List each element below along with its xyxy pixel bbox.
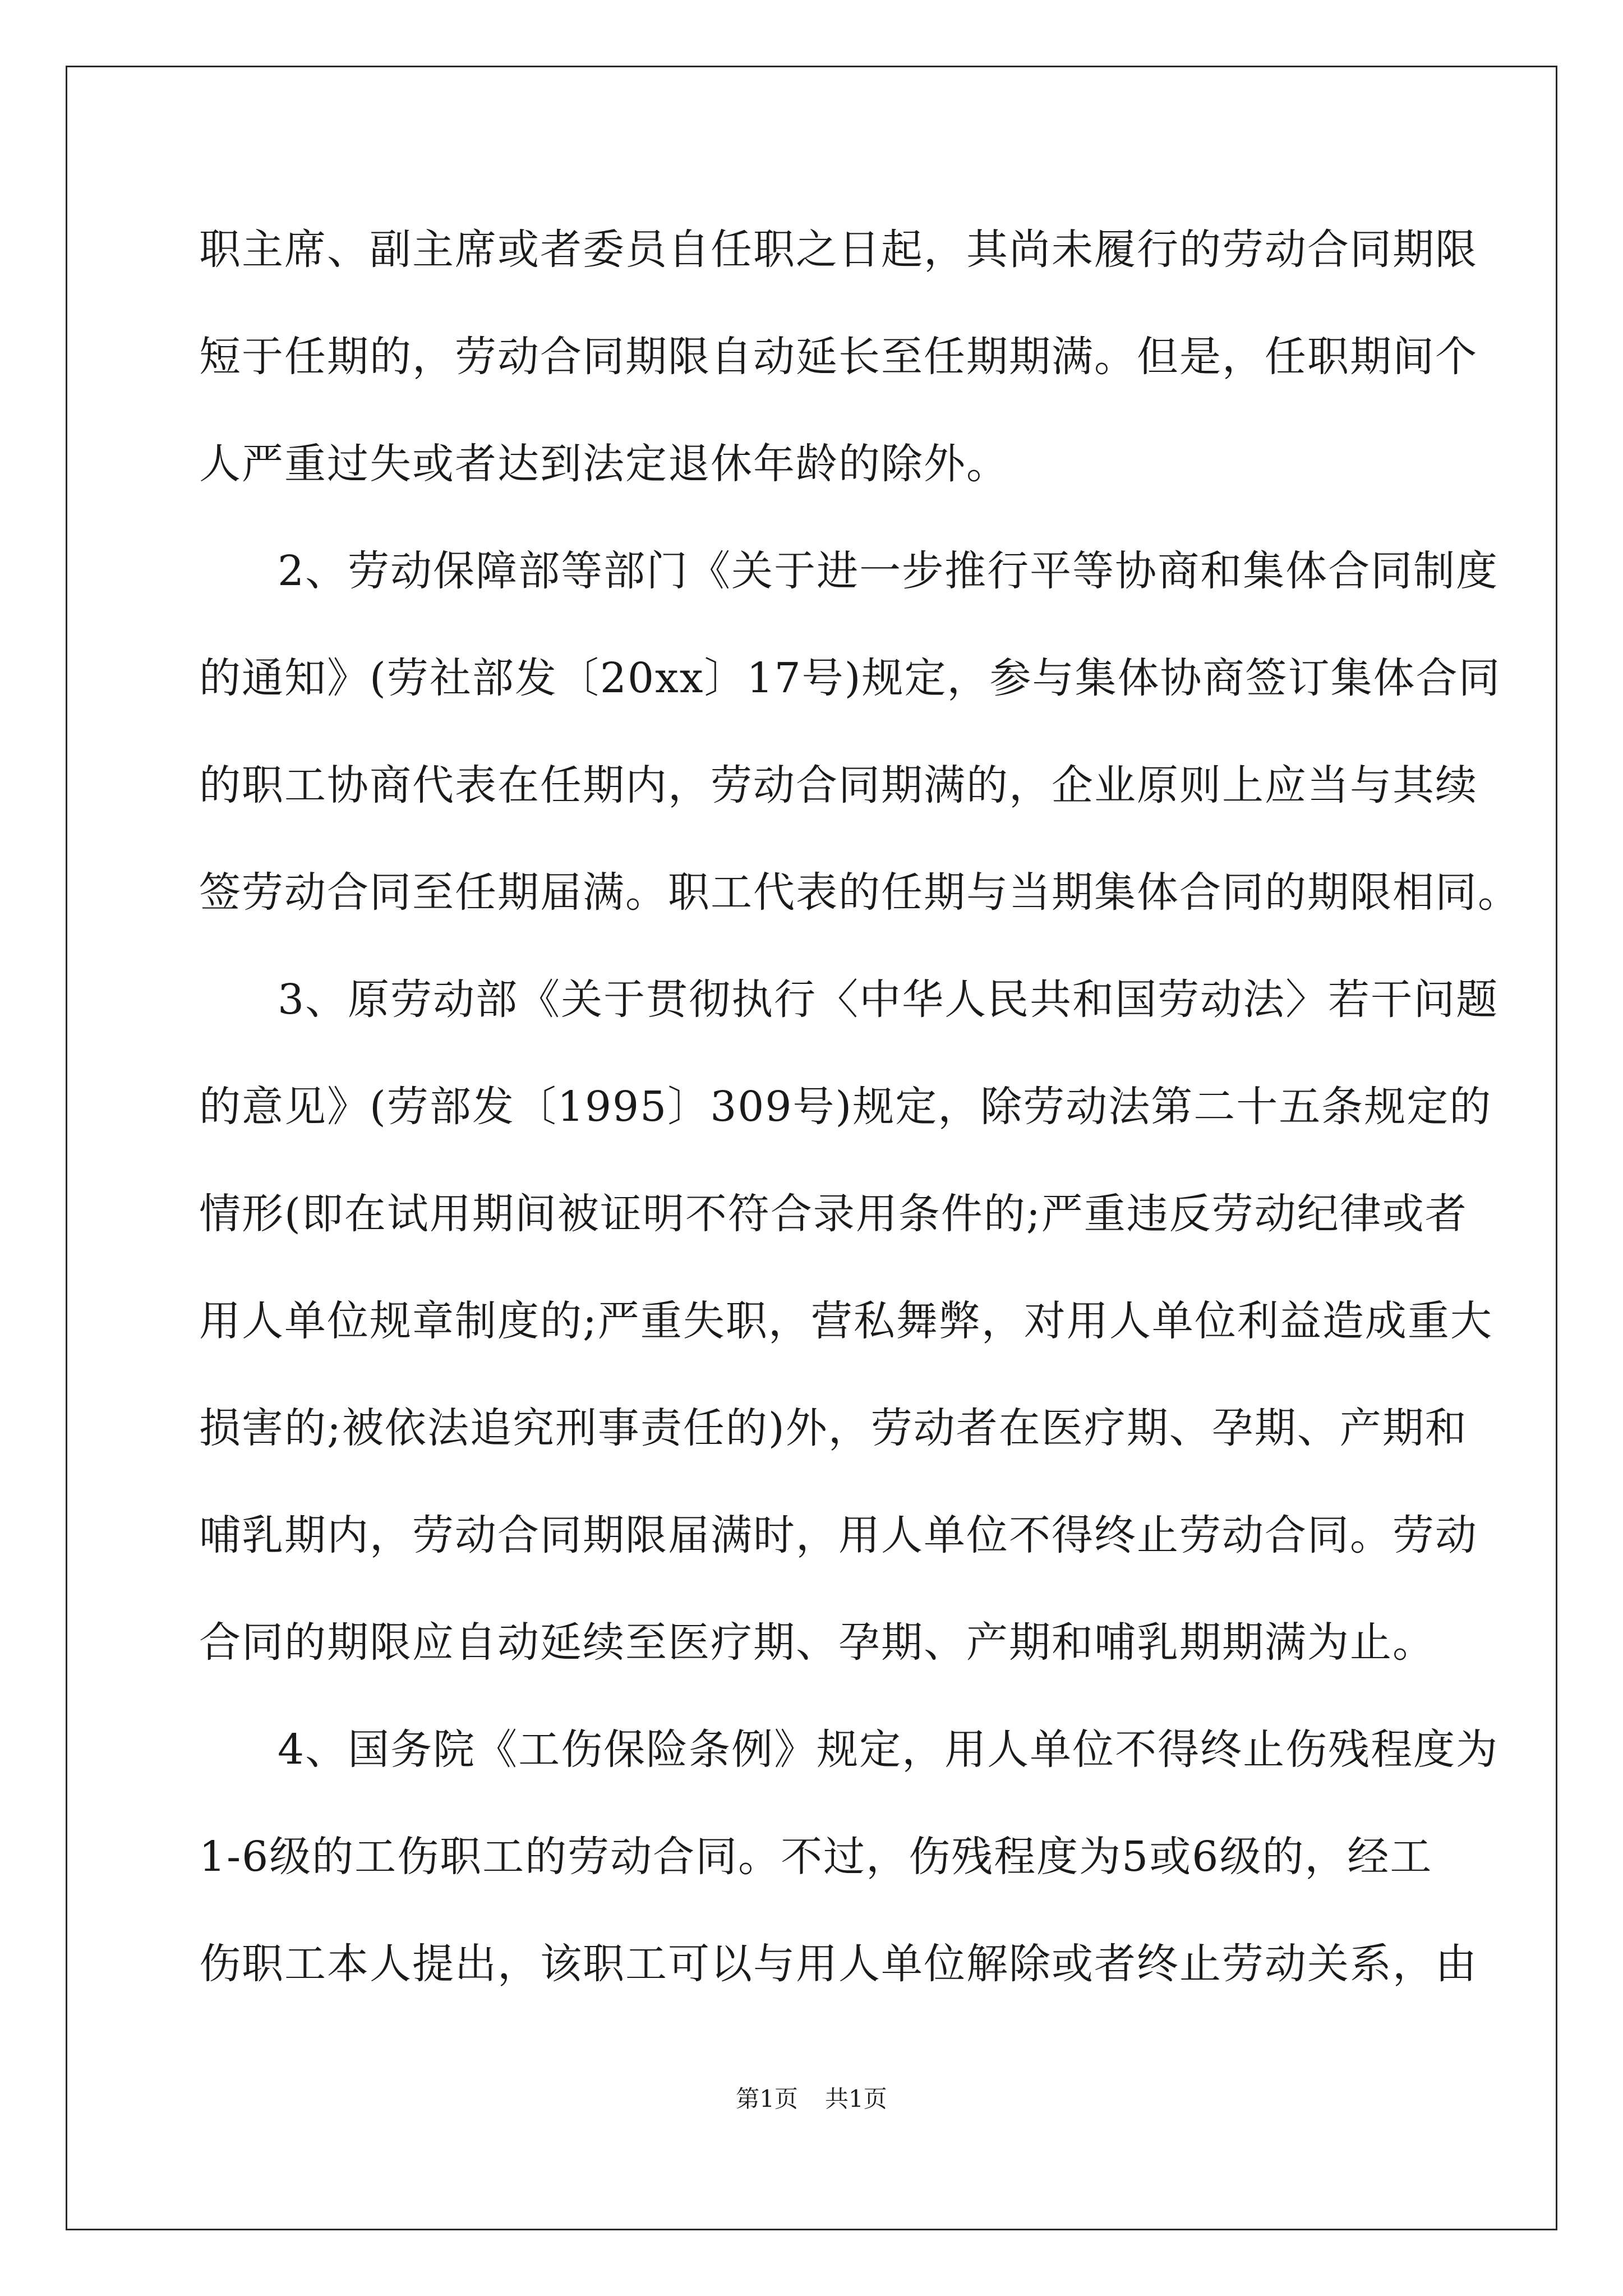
document-body (199, 216, 1520, 2037)
text-line: 情形(即在试用期间被证明不符合录用条件的;严重违反劳动纪律或者 (199, 1190, 1468, 1238)
text-line: 签劳动合同至任期届满。职工代表的任期与当期集体合同的期限相同。 (199, 868, 1520, 917)
text-line: 的通知》(劳社部发〔20xx〕17号)规定，参与集体协商签订集体合同 (199, 654, 1501, 702)
text-line: 用人单位规章制度的;严重失职，营私舞弊，对用人单位利益造成重大 (199, 1297, 1493, 1345)
text-line: 伤职工本人提出，该职工可以与用人单位解除或者终止劳动关系，由 (199, 1940, 1478, 1988)
paragraph-start-line: 2、劳动保障部等部门《关于进一步推行平等协商和集体合同制度 (278, 547, 1499, 595)
text-line: 职主席、副主席或者委员自任职之日起，其尚未履行的劳动合同期限 (199, 226, 1478, 274)
text-line: 的意见》(劳部发〔1995〕309号)规定，除劳动法第二十五条规定的 (199, 1083, 1492, 1131)
text-line: 哺乳期内，劳动合同期限届满时，用人单位不得终止劳动合同。劳动 (199, 1511, 1478, 1559)
text-line: 1-6级的工伤职工的劳动合同。不过，伤残程度为5或6级的，经工 (199, 1833, 1433, 1881)
page-total: 共1页 (825, 2085, 887, 2113)
text-line: 合同的期限应自动延续至医疗期、孕期、产期和哺乳期期满为止。 (199, 1618, 1435, 1667)
page-footer (0, 2082, 1623, 2116)
page-number: 第1页 (736, 2085, 798, 2113)
text-line: 人严重过失或者达到法定退休年龄的除外。 (199, 440, 1009, 488)
text-line: 损害的;被依法追究刑事责任的)外，劳动者在医疗期、孕期、产期和 (199, 1404, 1468, 1452)
text-line: 的职工协商代表在任期内，劳动合同期满的，企业原则上应当与其续 (199, 761, 1478, 809)
text-line: 短于任期的，劳动合同期限自动延长至任期期满。但是，任职期间个 (199, 333, 1478, 381)
paragraph-start-line: 4、国务院《工伤保险条例》规定，用人单位不得终止伤残程度为 (278, 1726, 1499, 1774)
paragraph-start-line: 3、原劳动部《关于贯彻执行〈中华人民共和国劳动法〉若干问题 (278, 976, 1499, 1024)
